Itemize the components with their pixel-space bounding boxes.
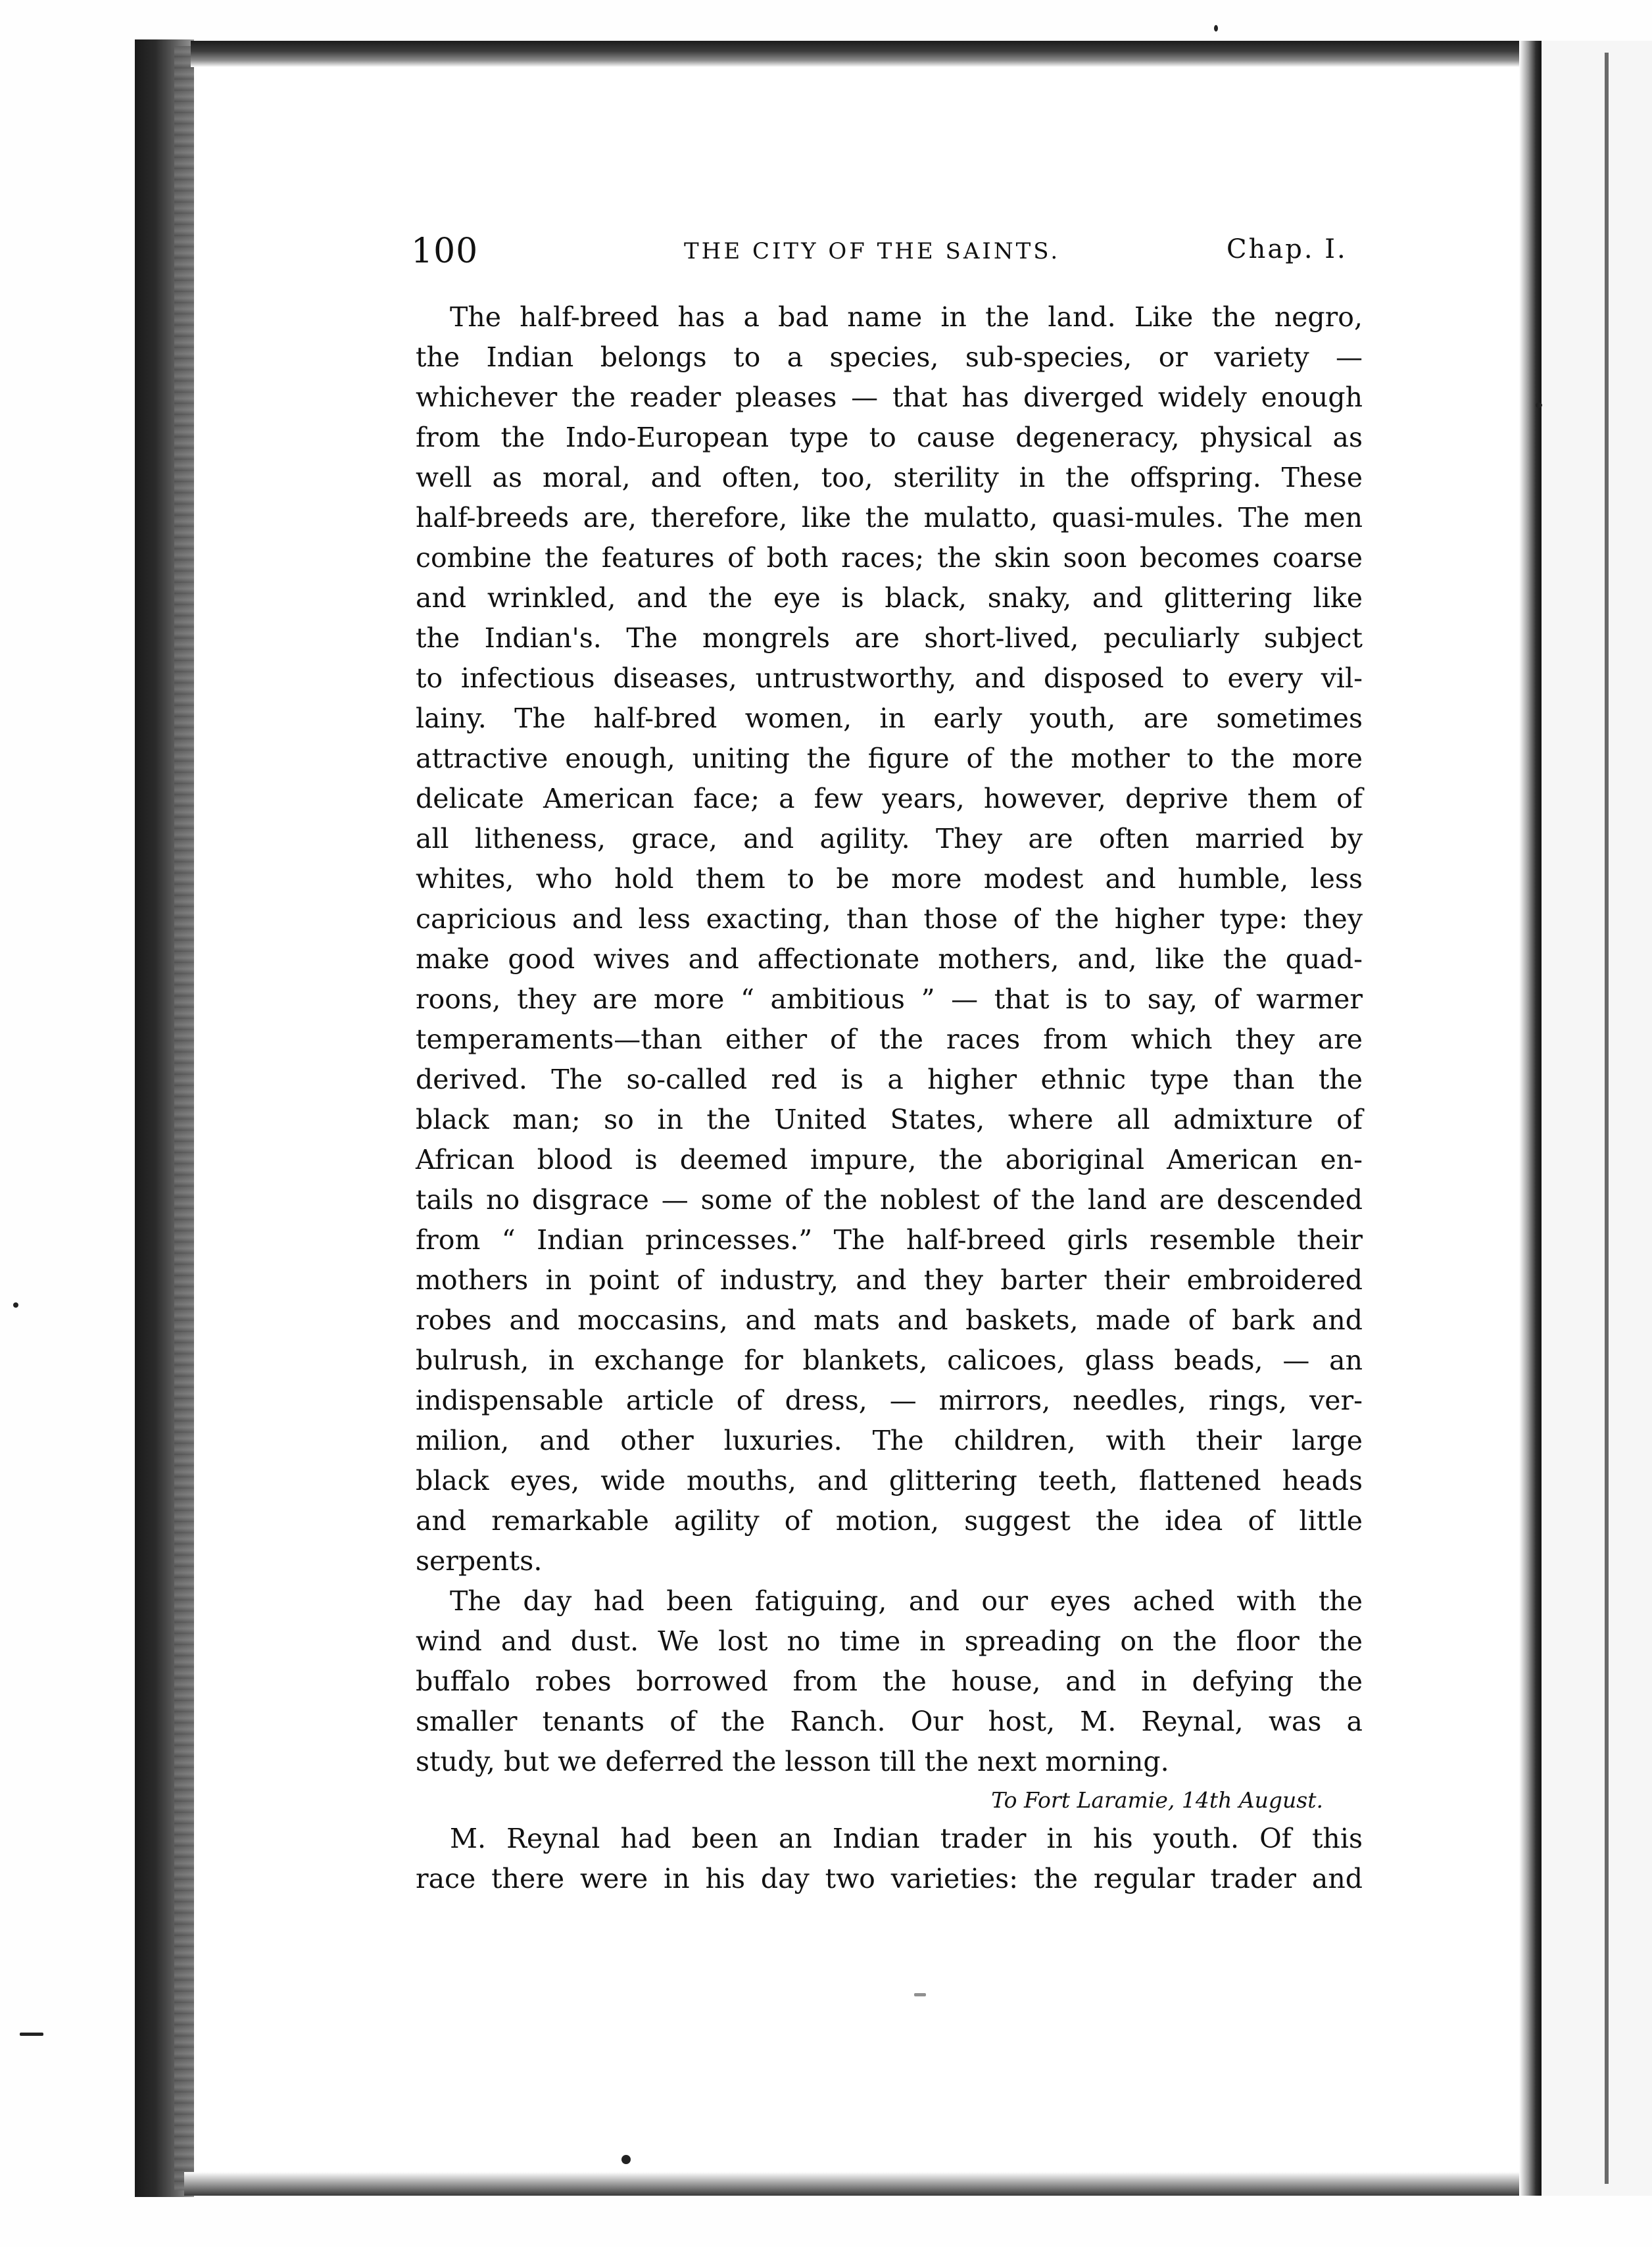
text-line: and wrinkled, and the eye is black, snaky, and glittering like: [416, 582, 1363, 614]
text-line: the Indian belongs to a species, sub-species, or variety —: [416, 341, 1363, 373]
text-line: the Indian's. The mongrels are short-lived, peculiarly subject: [416, 622, 1363, 654]
text-line: black man; so in the United States, where all admixture of: [416, 1104, 1363, 1135]
scan-speck: [20, 2033, 43, 2036]
text-line: half-breeds are, therefore, like the mulatto, quasi-mules. The men: [416, 502, 1363, 533]
text-line: wind and dust. We lost no time in spreading on the floor the: [416, 1625, 1363, 1657]
text-line: attractive enough, uniting the figure of the mother to the more: [416, 743, 1363, 774]
next-page-edge: [1542, 41, 1652, 2196]
paragraph-3: [416, 1819, 1363, 1899]
text-line: smaller tenants of the Ranch. Our host, M. Reynal, was a: [416, 1706, 1363, 1737]
text-line: to infectious diseases, untrustworthy, and disposed to every vil-: [416, 662, 1363, 694]
body-text: [416, 297, 1363, 1899]
page-bottom-edge: [184, 2172, 1539, 2196]
text-line: lainy. The half-bred women, in early youth, are sometimes: [416, 703, 1363, 734]
next-page-margin-line: [1605, 53, 1609, 2184]
scan-speck: [914, 1993, 926, 1996]
text-line: from “ Indian princesses.” The half-breed girls resemble their: [416, 1224, 1363, 1256]
text-line: milion, and other luxuries. The children, with their large: [416, 1425, 1363, 1456]
text-line: study, but we deferred the lesson till the next morning.: [416, 1746, 1169, 1777]
text-line: The half-breed has a bad name in the land. Like the negro,: [450, 301, 1363, 333]
text-line: African blood is deemed impure, the aboriginal American en-: [416, 1144, 1363, 1175]
text-line: make good wives and affectionate mothers, and, like the quad-: [416, 943, 1363, 975]
running-title: THE CITY OF THE SAINTS.: [684, 238, 1061, 264]
text-line: black eyes, wide mouths, and glittering teeth, flattened heads: [416, 1465, 1363, 1496]
text-line: from the Indo-European type to cause degeneracy, physical as: [416, 422, 1363, 453]
text-line: race there were in his day two varieties: the regular trader and: [416, 1863, 1363, 1894]
text-line: capricious and less exacting, than those of the higher type: they: [416, 903, 1363, 935]
text-line: serpents.: [416, 1545, 543, 1577]
text-line: all litheness, grace, and agility. They are often married by: [416, 823, 1363, 854]
paragraph-2: [416, 1581, 1363, 1782]
text-line: bulrush, in exchange for blankets, calicoes, glass beads, — an: [416, 1345, 1363, 1376]
running-header: [210, 232, 1348, 271]
text-line: robes and moccasins, and mats and baskets, made of bark and: [416, 1304, 1363, 1336]
text-line: whichever the reader pleases — that has diverged widely enough: [416, 382, 1363, 413]
text-line: mothers in point of industry, and they barter their embroidered: [416, 1264, 1363, 1296]
scan-speck: [621, 2155, 631, 2164]
page-number: 100: [411, 232, 479, 271]
chapter-label: Chap. I.: [1227, 234, 1348, 264]
text-line: well as moral, and often, too, sterility in the offspring. These: [416, 462, 1363, 493]
text-line: buffalo robes borrowed from the house, and in defying the: [416, 1666, 1363, 1697]
text-line: derived. The so-called red is a higher ethnic type than the: [416, 1064, 1363, 1095]
scan-speck: [1536, 403, 1542, 408]
dateline: To Fort Laramie, 14th August.: [991, 1787, 1323, 1813]
scan-speck: [1214, 25, 1218, 32]
text-line: delicate American face; a few years, however, deprive them of: [416, 783, 1363, 814]
text-line: temperaments—than either of the races from which they are: [416, 1024, 1363, 1055]
text-line: The day had been fatiguing, and our eyes ached with the: [450, 1585, 1363, 1617]
page-top-edge: [191, 41, 1532, 67]
scan-speck: [13, 1302, 18, 1308]
paragraph-1: [416, 297, 1363, 1581]
page-gutter: [1519, 41, 1542, 2196]
binding-texture: [174, 46, 194, 2190]
text-line: combine the features of both races; the skin soon becomes coarse: [416, 542, 1363, 574]
text-line: and remarkable agility of motion, suggest the idea of little: [416, 1505, 1363, 1537]
text-line: M. Reynal had been an Indian trader in his youth. Of this: [450, 1823, 1363, 1854]
text-line: roons, they are more “ ambitious ” — that is to say, of warmer: [416, 983, 1363, 1015]
text-line: tails no disgrace — some of the noblest of the land are descended: [416, 1184, 1363, 1216]
text-line: whites, who hold them to be more modest and humble, less: [416, 863, 1363, 895]
text-line: indispensable article of dress, — mirrors, needles, rings, ver-: [416, 1385, 1363, 1416]
